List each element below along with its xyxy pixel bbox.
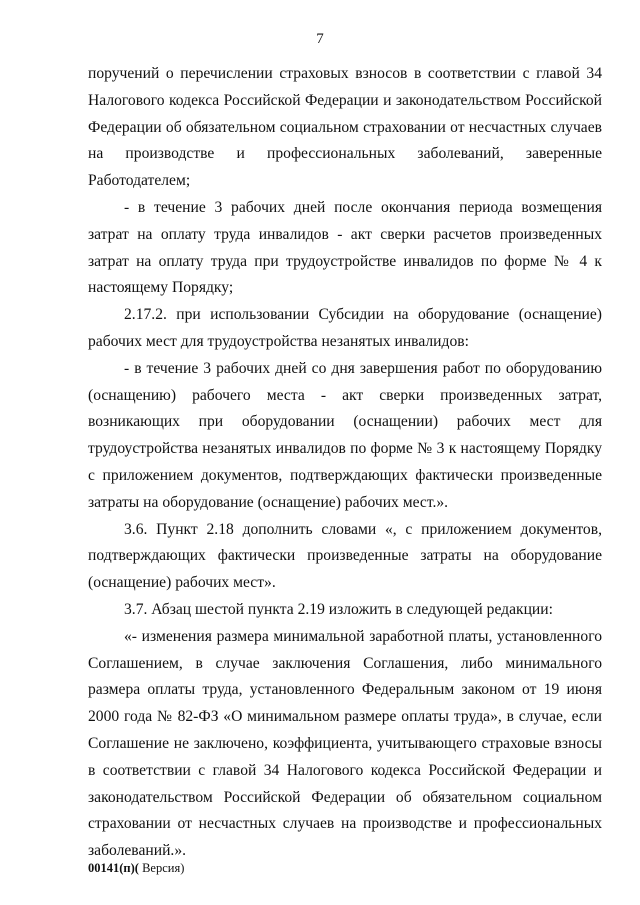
document-footer <box>88 861 184 876</box>
paragraph-6: 3.7. Абзац шестой пункта 2.19 изложить в следующей редакции: <box>124 600 553 618</box>
paragraph-4: - в течение 3 рабочих дней со дня завершения работ по оборудованию (оснащению) рабочего места - акт сверки произведенных затрат, возникающих при оборудовании (оснащении) рабочих мест для трудоустройства незанятых инвалидов по форме № 3 к настоящему Порядку с приложением документов, подтверждающих фактически произведенные затраты на оборудование (оснащение) рабочих мест.». <box>88 359 602 511</box>
document-body <box>88 61 602 865</box>
paragraph-3: 2.17.2. при использовании Субсидии на оборудование (оснащение) рабочих мест для трудоустройства незанятых инвалидов: <box>88 306 602 350</box>
paragraph-5: 3.6. Пункт 2.18 дополнить словами «, с приложением документов, подтверждающих фактически произведенные затраты на оборудование (оснащение) рабочих мест». <box>88 520 602 592</box>
paragraph-1: поручений о перечислении страховых взносов в соответствии с главой 34 Налогового кодекса Российской Федерации и законодательством Российской Федерации об обязательном социальном страховании от несчастных случаев на производстве и профессиональных заболеваний, заверенные Работодателем; <box>88 65 602 190</box>
paragraph-2: - в течение 3 рабочих дней после окончания периода возмещения затрат на оплату труда инвалидов - акт сверки расчетов произведенных затрат на оплату труда при трудоустройстве инвалидов по форме № 4 к настоящему Порядку; <box>88 198 602 297</box>
page-number: 7 <box>316 31 324 47</box>
document-code: 00141(п)( <box>88 861 139 875</box>
paragraph-7: «- изменения размера минимальной заработной платы, установленного Соглашением, в случае заключения Соглашения, либо минимального размера оплаты труда, установленного Федеральным законом от 19 июня 2000 года № 82-ФЗ «О минимальном размере оплаты труда», в случае, если Соглашение не заключено, коэффициента, учитывающего страховые взносы в соответствии с главой 34 Налогового кодекса Российской Федерации и законодательством Российской Федерации об обязательном социальном страховании от несчастных случаев на производстве и профессиональных заболеваний.». <box>88 627 602 860</box>
document-version: Версия) <box>138 861 185 875</box>
